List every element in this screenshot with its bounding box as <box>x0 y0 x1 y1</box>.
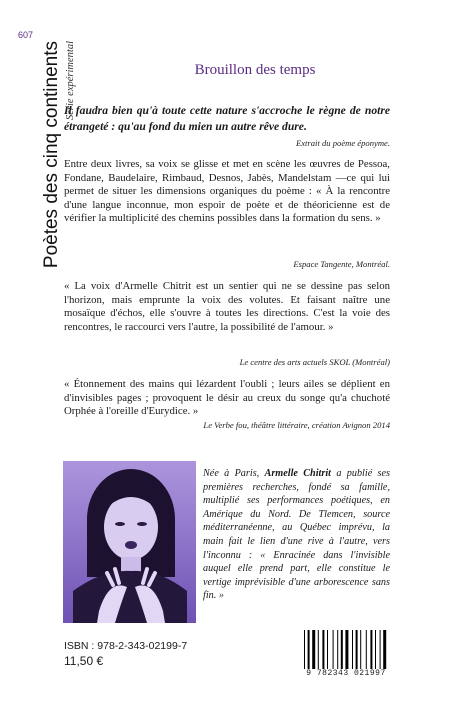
quote-paragraph: « La voix d'Armelle Chitrit est un sentier qui ne se dessine pas selon l'horizon, mais emprunte la voix des volutes. Et faisant naître une mosaïque d'échos, elle s'ouvre à toutes les directions. C'est la voie des rencontres, le raccourci vers l'autre, la possibilité de l'amour. » <box>64 280 390 333</box>
series-number: 607 <box>18 30 34 40</box>
author-name: Armelle Chitrit <box>264 468 332 479</box>
book-title: Brouillon des temps <box>194 62 316 78</box>
series-name: Poètes des cinq continents <box>40 41 62 269</box>
barcode-bars <box>300 628 392 672</box>
epigraph-text: Il faudra bien qu'à toute cette nature s'accroche le règne de notre étrangeté : qu'au fond du mien un autre rêve dure. <box>64 104 390 133</box>
quote-source: Le centre des arts actuels SKOL (Montréal) <box>239 357 390 367</box>
quote-paragraph: Entre deux livres, sa voix se glisse et met en scène les œuvres de Pessoa, Fondane, Baudelaire, Rimbaud, Desnos, Jabès, Mandelstam —ce qui lui permet de situer les dimensions organiques du poème : « À la rencontre d'une langue inconnue, mon espoir de poète et de théoricienne est de vérifier la multiplicité des chemins possibles dans la formation du sens. » <box>64 158 390 225</box>
author-portrait-image <box>63 461 196 623</box>
isbn: ISBN : 978-2-343-02199-7 <box>64 640 188 652</box>
quote-source: Le Verbe fou, théâtre littéraire, création Avignon 2014 <box>203 420 390 430</box>
author-bio: Née à Paris, Armelle Chitrit a publié ses premières recherches, fondé sa famille, multiplié ses performances poétiques, en Amérique du Nord. De Tlemcen, source méditerranéenne, au Québec imprévu, la main fait le lien d'une rive à l'autre, vers l'inconnu : « Enracinée dans l'invisible auquel elle prend part, elle constitue le vertige imprévisible d'une arborescence sans fin. » <box>203 468 391 602</box>
barcode-digits: 9 782343 021997 <box>300 669 392 678</box>
series-subtitle: Série expérimental <box>64 41 76 121</box>
author-photo <box>63 461 196 623</box>
epigraph-source: Extrait du poème éponyme. <box>295 138 390 148</box>
barcode <box>300 628 392 680</box>
quote-source: Espace Tangente, Montréal. <box>293 259 390 269</box>
price: 11,50 € <box>64 654 104 668</box>
quote-paragraph: « Étonnement des mains qui lézardent l'oubli ; leurs ailes se déplient en d'invisibles pages ; provoquent le désir au creux du songe qu'a chuchoté Orphée à l'oreille d'Eurydice. » <box>64 378 390 418</box>
